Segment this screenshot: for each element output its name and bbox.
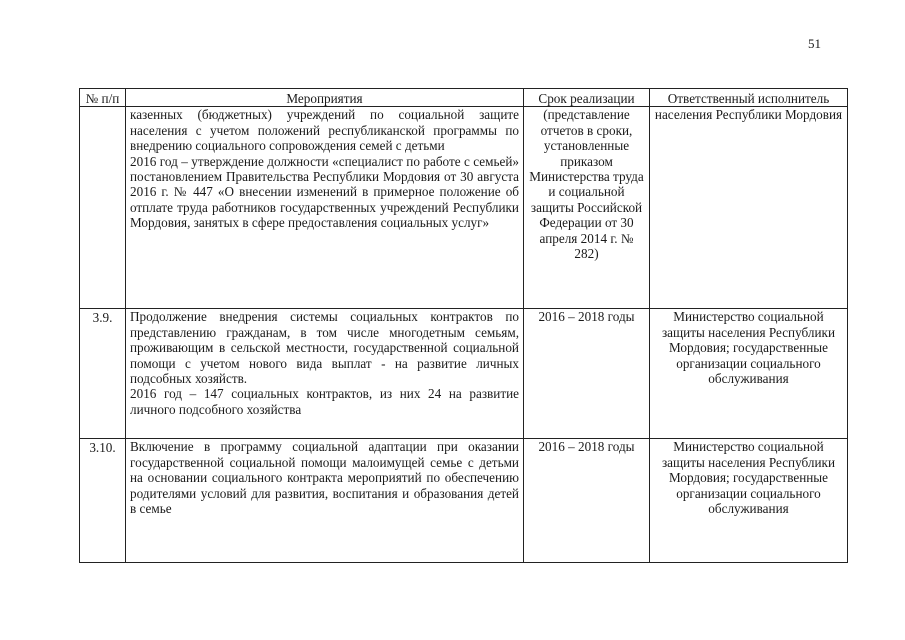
table-row	[80, 439, 848, 563]
activity-paragraph: Включение в программу социальной адаптации при оказании государственной социальной помощи малоимущей семье с детьми на основании социального контракта мероприятий по обеспечению родителями условий для развития, воспитания и образования детей в семье	[130, 439, 519, 517]
row-activities	[126, 309, 524, 439]
row-activities	[126, 107, 524, 309]
table-header-row	[80, 89, 848, 107]
page-number: 51	[808, 36, 821, 51]
row-responsible: Министерство социальной защиты населения Республики Мордовия; государственные организации социального обслуживания	[650, 439, 848, 563]
row-term: 2016 – 2018 годы	[524, 439, 650, 563]
activity-paragraph: 2016 год – утверждение должности «специалист по работе с семьей» постановлением Правительства Республики Мордовия от 30 августа 2016 г. № 447 «О внесении изменений в примерное положение об отплате труда работников государственных учреждений Республики Мордовия, занятых в сфере предоставления социальных услуг»	[130, 153, 519, 231]
row-term: (представление отчетов в сроки, установленные приказом Министерства труда и социальной защиты Российской Федерации от 30 апреля 2014 г. № 282)	[524, 107, 650, 309]
row-activities	[126, 439, 524, 563]
header-term: Срок реализации	[524, 89, 650, 107]
header-responsible: Ответственный исполнитель	[650, 89, 848, 107]
activity-paragraph: 2016 год – 147 социальных контрактов, из них 24 на развитие личного подсобного хозяйства	[130, 386, 519, 417]
table-row	[80, 107, 848, 309]
activity-paragraph: казенных (бюджетных) учреждений по социальной защите населения с учетом положений республиканской программы по внедрению социального сопровождения семей с детьми	[130, 107, 519, 154]
row-term: 2016 – 2018 годы	[524, 309, 650, 439]
table-row	[80, 309, 848, 439]
row-responsible: Министерство социальной защиты населения Республики Мордовия; государственные организации социального обслуживания	[650, 309, 848, 439]
activities-table	[79, 88, 848, 563]
activity-paragraph: Продолжение внедрения системы социальных контрактов по представлению гражданам, в том числе многодетным семьям, проживающим в сельской местности, государственной социальной помощи с учетом нового вида выплат - на развитие личных подсобных хозяйств.	[130, 309, 519, 387]
row-number	[80, 107, 126, 309]
header-activities: Мероприятия	[126, 89, 524, 107]
row-number: 3.10.	[80, 439, 126, 563]
row-responsible: населения Республики Мордовия	[650, 107, 848, 309]
header-number: № п/п	[80, 89, 126, 107]
row-number: 3.9.	[80, 309, 126, 439]
